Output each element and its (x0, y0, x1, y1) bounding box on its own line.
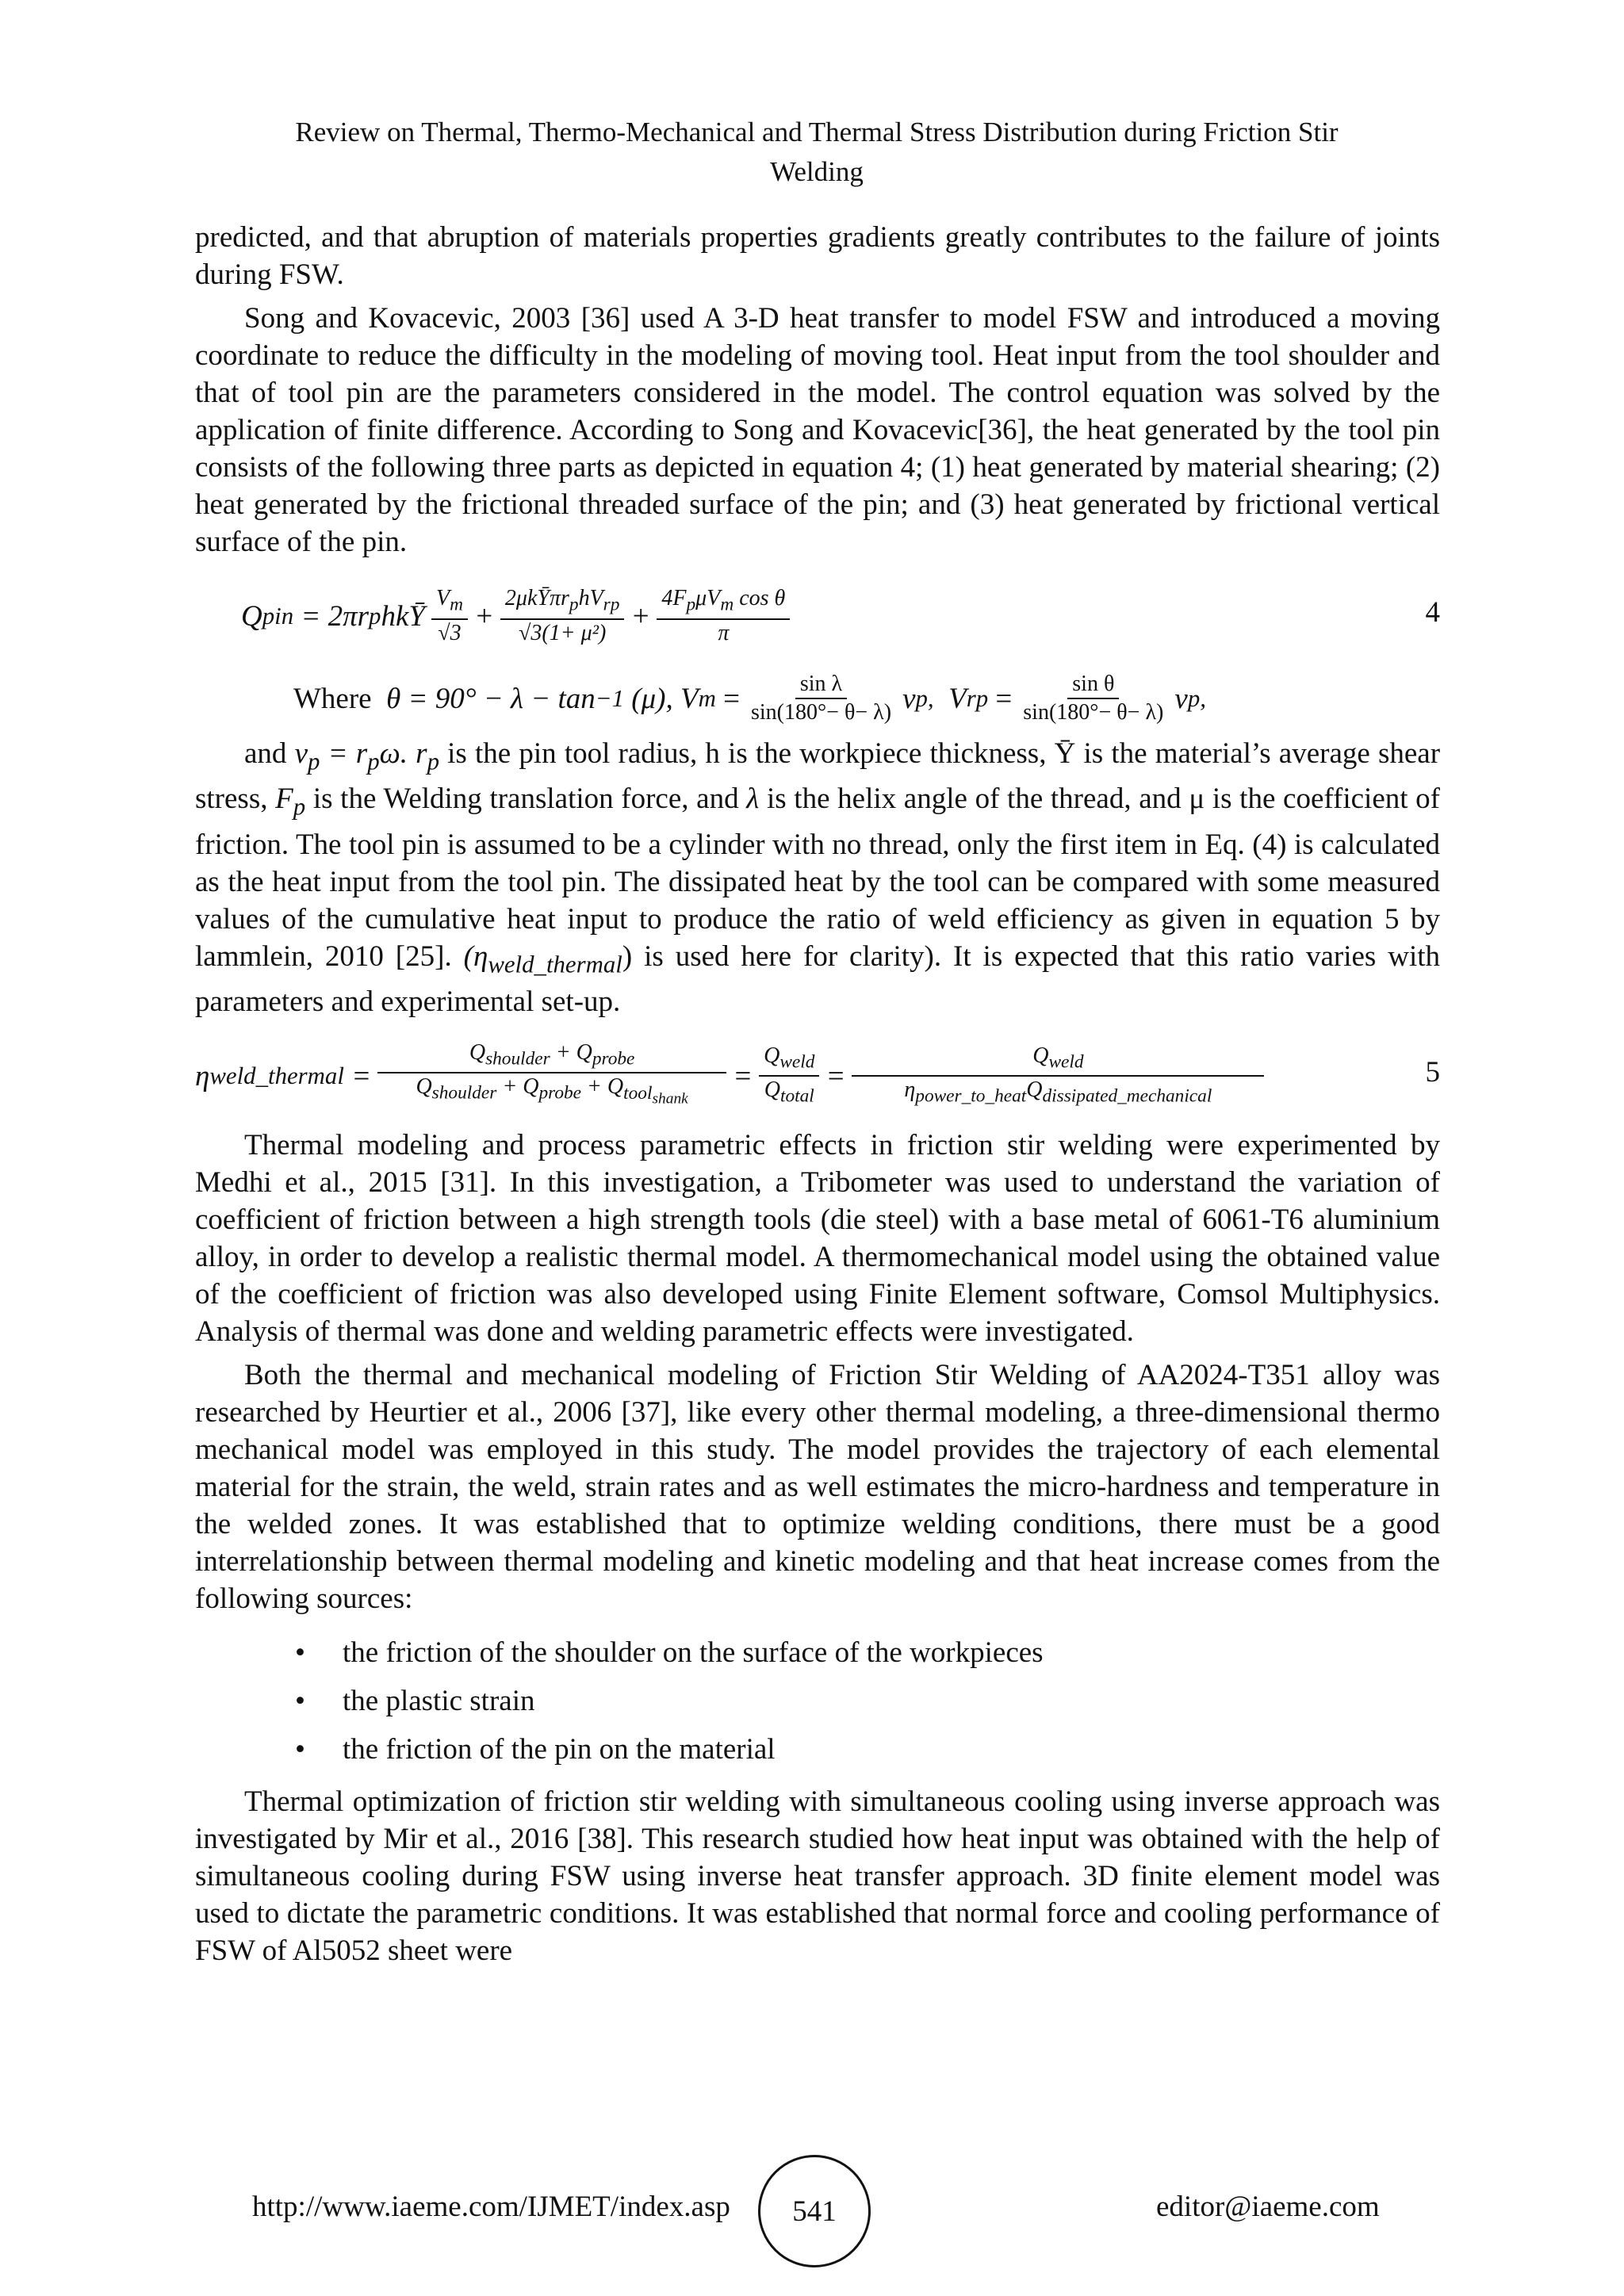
equation-5 (195, 1036, 1440, 1122)
where-label: Where (293, 682, 372, 715)
fraction-vrp-def: $\frac{\text{sin θ}}{\sin(180^\circ- \theta- \lambda)}$ (1023, 672, 1164, 725)
running-header (198, 113, 1435, 192)
page-number: 541 (792, 2195, 837, 2228)
fraction-friction-force: $\frac{4F_p\mu V_m \cos \theta}{\pi}$ (657, 585, 790, 647)
list-item: • the friction of the pin on the material (195, 1725, 1440, 1774)
equation-5-expression: η weld_thermal = $\frac{Q_{shoulder} + Q_{probe}}{Q_{shoulder} + Q_{probe} + Q_{tool_{shank}}}$ = $\frac{Q_{weld}}{Q_{total}}$ = $\frac{Q_{weld}}{\eta_{power\_to\_heat}Q_{dissipated\_mechanical}}$ (195, 1036, 1270, 1115)
equation-4-expression: Q pin = 2πr p hkȲ $\frac{V_m}{√3}$ + $\frac{2\mu kȲ\pi r_phV_{rp}}{\text{√3(1+ μ²)}}$ + $\frac{4F_p\mu V_m \cos \theta}{\pi}$ (241, 576, 796, 656)
running-header-line-2: Welding (770, 156, 864, 187)
journal-url-link[interactable]: http://www.iaeme.com/IJMET/index.asp (252, 2191, 730, 2223)
paragraph-song-kovacevic: Song and Kovacevic, 2003 [36] used A 3-D heat transfer to model FSW and introduced a moving coordinate to reduce the difficulty in the modeling of moving tool. Heat input from the tool shoulder and that of tool pin are the parameters considered in the model. The control equation was solved by the application of finite difference. According to Song and Kovacevic[36], the heat generated by the tool pin consists of the following three parts as depicted in equation 4; (1) heat generated by material shearing; (2) heat generated by the frictional threaded surface of the pin; and (3) heat generated by frictional vertical surface of the pin. (195, 302, 1440, 558)
paragraph-continued: predicted, and that abruption of materials properties gradients greatly contributes to the failure of joints during FSW. (195, 221, 1440, 291)
fraction-weld-total: $\frac{Q_{weld}}{Q_{total}}$ (759, 1043, 819, 1110)
heat-sources-list (195, 1628, 1440, 1774)
paragraph-medhi: Thermal modeling and process parametric effects in friction stir welding were experimented by Medhi et al., 2015 [31]. In this investigation, a Tribometer was used to understand the variation of coefficient of friction between a high strength tools (die steel) with a base metal of 6061-T6 aluminium alloy, in order to develop a realistic thermal model. A thermomechanical model using the obtained value of the coefficient of friction was also developed using Finite Element software, Comsol Multiphysics. Analysis of thermal was done and welding parametric effects were investigated. (195, 1129, 1440, 1349)
equation-4-where-clause: Where θ = 90° − λ − tan −1 (μ), V m = $\frac{\text{sin λ}}{\sin(180^\circ- \theta- \lambda)}$ v p, V rp = $\frac{\text{sin θ}}{\sin(180^\circ- \theta- \lambda)}$ v p, (293, 672, 1206, 725)
bullet-icon: • (295, 1685, 305, 1718)
equation-4 (195, 576, 1440, 662)
list-item: • the friction of the shoulder on the surface of the workpieces (195, 1628, 1440, 1677)
fraction-heat-ratio: $\frac{Q_{shoulder} + Q_{probe}}{Q_{shoulder} + Q_{probe} + Q_{tool_{shank}}}$ (377, 1039, 726, 1113)
paragraph-mir: Thermal optimization of friction stir welding with simultaneous cooling using inverse approach was investigated by Mir et al., 2016 [38]. This research studied how heat input was obtained with the help of simultaneous cooling during FSW using inverse heat transfer approach. 3D finite element model was used to dictate the parametric conditions. It was established that normal force and cooling performance of FSW of Al5052 sheet were (195, 1785, 1440, 1968)
list-item: • the plastic strain (195, 1677, 1440, 1725)
article-body (195, 219, 1440, 1969)
equation-5-number: 5 (1425, 1056, 1440, 1089)
bullet-icon: • (295, 1733, 305, 1766)
fraction-vm-sqrt3: $\frac{V_m}{√3}$ (431, 585, 468, 647)
running-header-line-1: Review on Thermal, Thermo-Mechanical and Thermal Stress Distribution during Friction Stir (295, 117, 1339, 147)
bullet-icon: • (295, 1636, 305, 1670)
fraction-thread-shear: $\frac{2\mu kȲ\pi r_phV_{rp}}{\text{√3(1+ μ²)}}$ (500, 585, 625, 647)
paragraph-variable-definitions: and $v_p = r_p\omega$. $r_p$ is the pin tool radius, h is the workpiece thickness, Ȳ is the material’s average shear stress, $F_p$ is the Welding translation force, and λ is the helix angle of the thread, and μ is the coefficient of friction. The tool pin is assumed to be a cylinder with no thread, only the first item in Eq. (4) is calculated as the heat input from the tool pin. The dissipated heat by the tool can be compared with some measured values of the cumulative heat input to produce the ratio of weld efficiency as given in equation 5 by lammlein, 2010 [25]. $(\eta_{weld\_thermal})$ is used here for clarity). It is expected that this ratio varies with parameters and experimental set-up. (195, 737, 1441, 1019)
paragraph-heurtier: Both the thermal and mechanical modeling of Friction Stir Welding of AA2024-T351 alloy was researched by Heurtier et al., 2006 [37], like every other thermal modeling, a three-dimensional thermo mechanical model was employed in this study. The model provides the trajectory of each elemental material for the strain, the weld, strain rates and as well estimates the micro-hardness and temperature in the welded zones. It was established that to optimize welding conditions, there must be a good interrelationship between thermal modeling and kinetic modeling and that heat increase comes from the following sources: (195, 1359, 1440, 1616)
fraction-weld-dissipated: $\frac{Q_{weld}}{\eta_{power\_to\_heat}Q_{dissipated\_mechanical}}$ (852, 1043, 1264, 1110)
fraction-vm-def: $\frac{\text{sin λ}}{\sin(180^\circ- \theta- \lambda)}$ (750, 672, 892, 725)
page-footer (0, 2155, 1624, 2266)
editor-email-link[interactable]: editor@iaeme.com (1156, 2191, 1380, 2223)
equation-4-number: 4 (1425, 596, 1440, 629)
page-number-circle (758, 2155, 871, 2267)
